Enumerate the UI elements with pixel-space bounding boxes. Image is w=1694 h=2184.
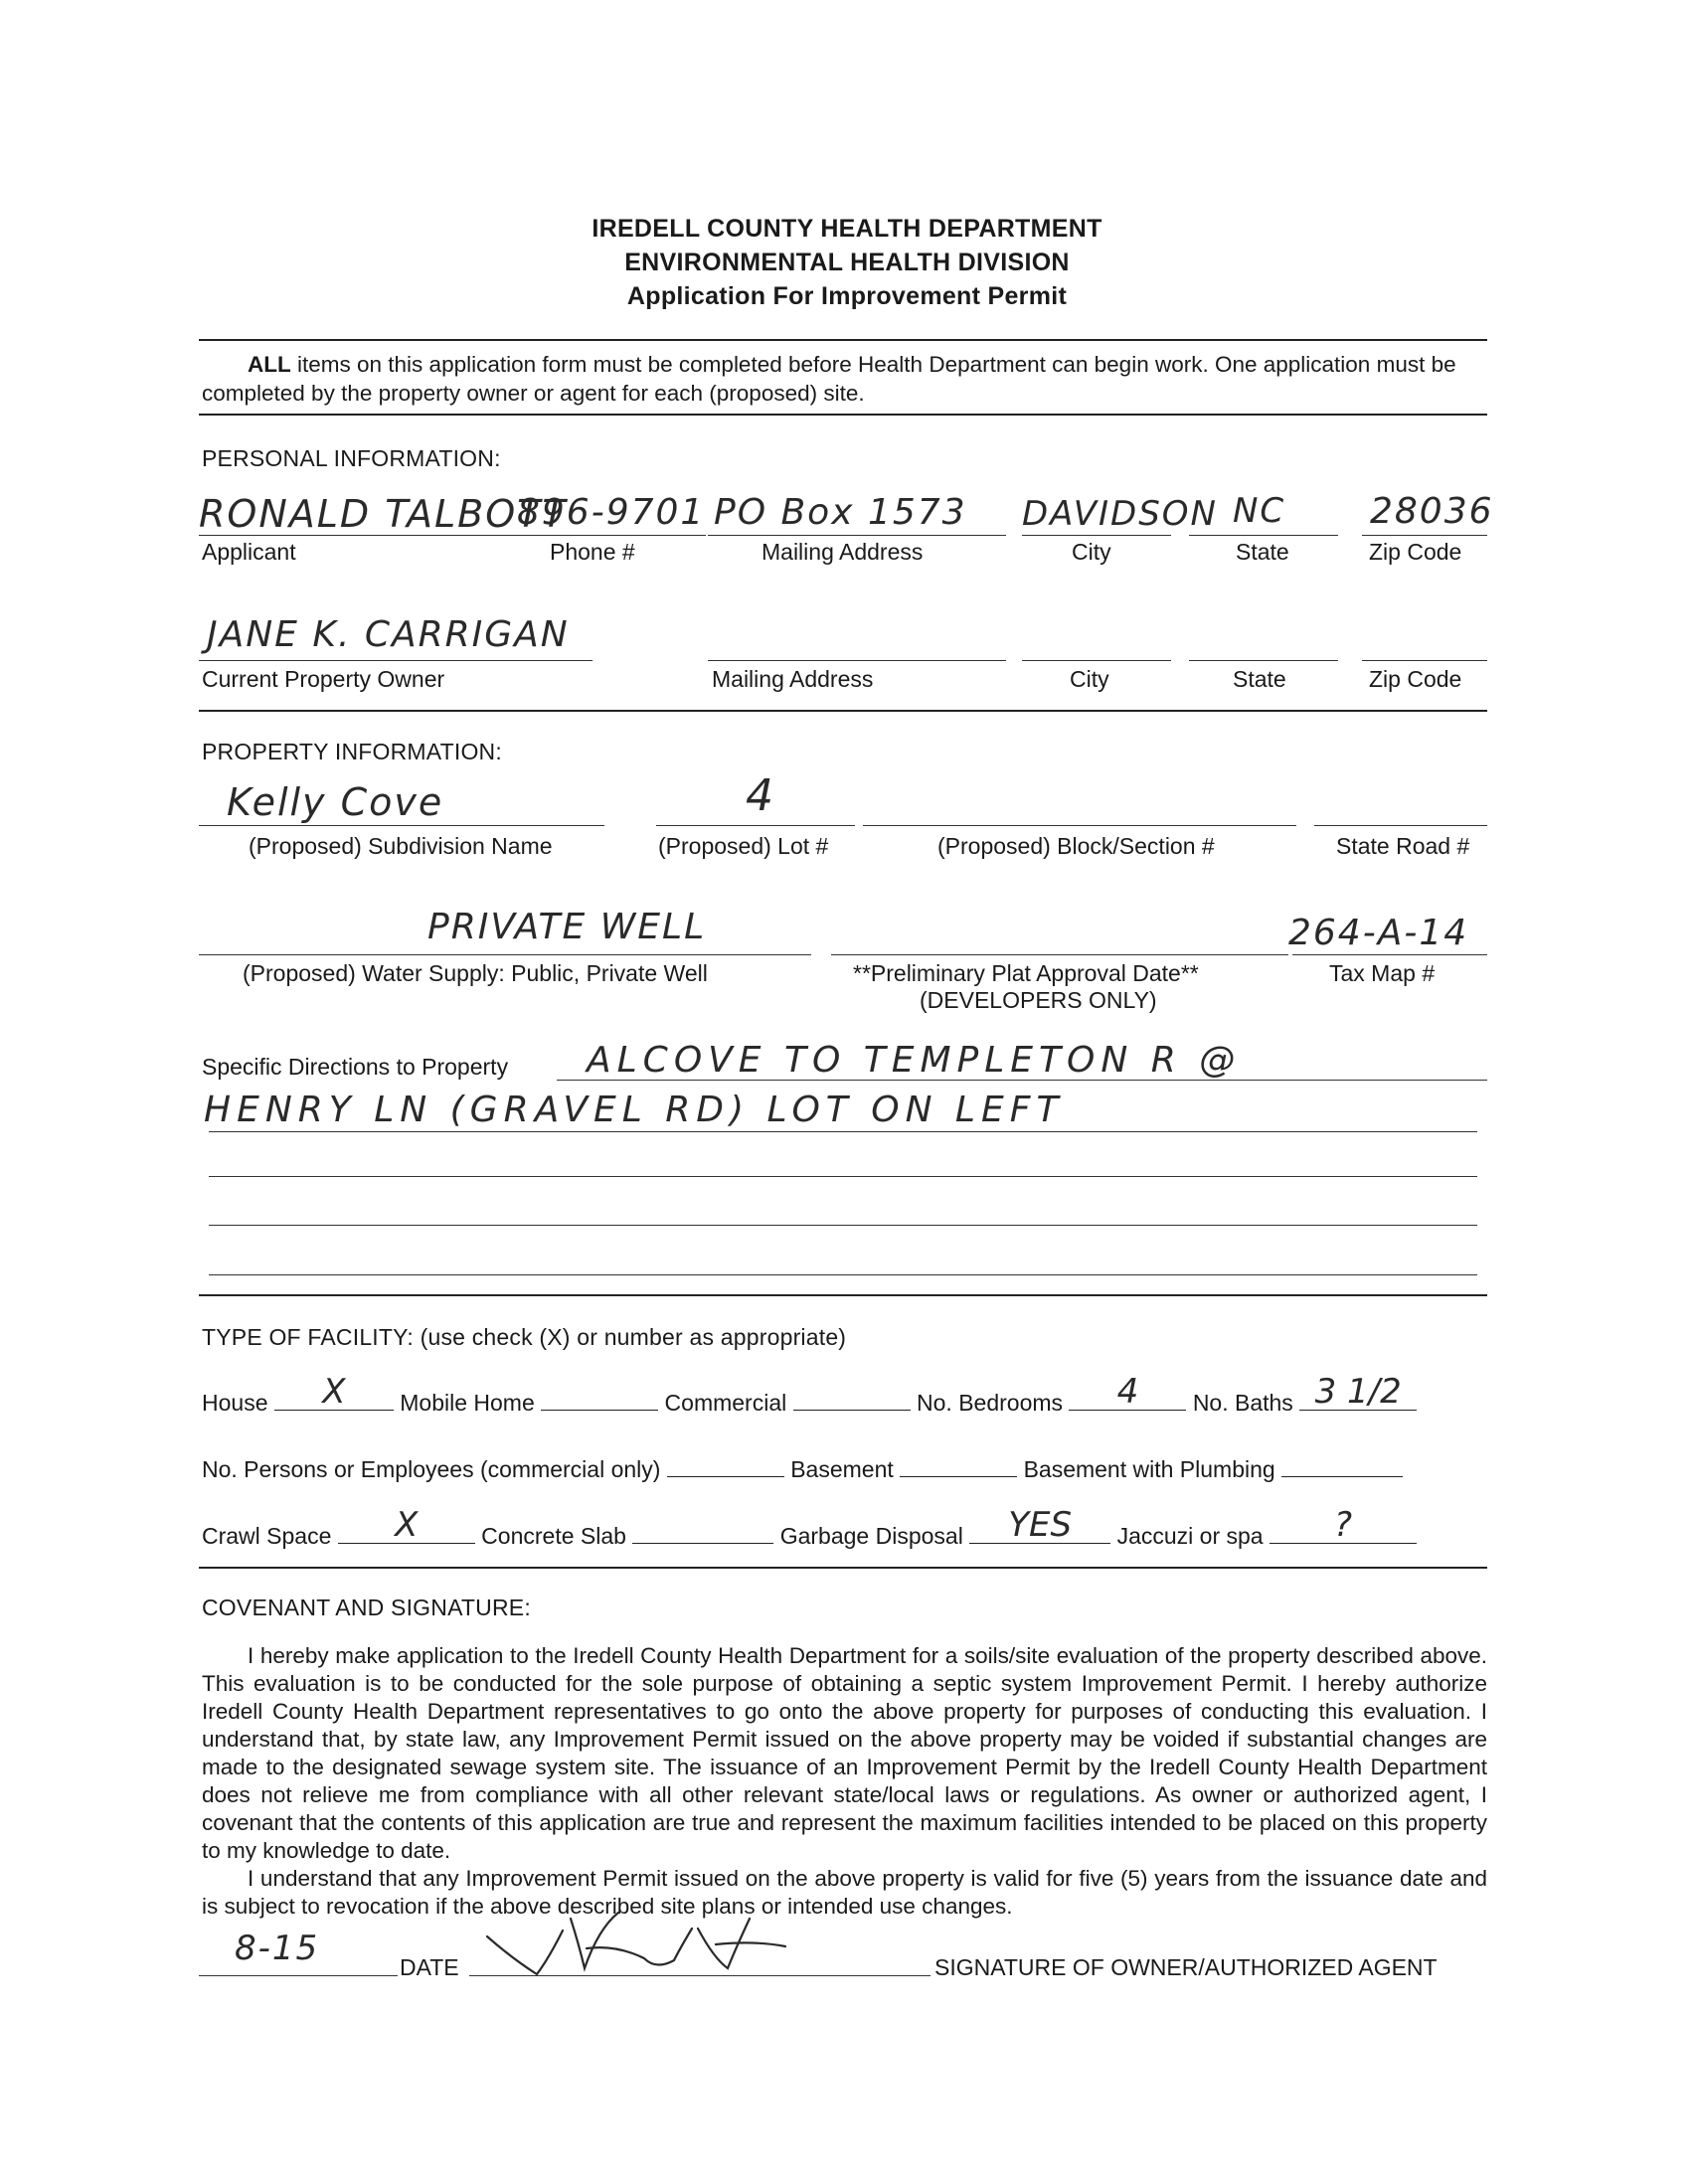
- directions-label: Specific Directions to Property: [202, 1054, 509, 1080]
- road-label: State Road #: [1336, 833, 1470, 859]
- zip-value[interactable]: 28036: [1370, 491, 1494, 532]
- subdivision-label: (Proposed) Subdivision Name: [249, 833, 553, 859]
- personal-divider: [199, 710, 1487, 712]
- baths-field[interactable]: 3 1/2: [1299, 1392, 1417, 1411]
- block-line: [863, 825, 1296, 826]
- date-value[interactable]: 8-15: [235, 1929, 320, 1968]
- taxmap-line: [1292, 954, 1487, 955]
- basement-label: Basement: [790, 1456, 894, 1482]
- crawl-label: Crawl Space: [202, 1523, 332, 1549]
- owner-value[interactable]: JANE K. CARRIGAN: [207, 614, 570, 655]
- owner-mailing-line: [708, 660, 1006, 661]
- owner-line: [199, 660, 593, 661]
- facility-row-3: [202, 1505, 1487, 1550]
- jacuzzi-label: Jaccuzi or spa: [1116, 1523, 1264, 1549]
- division-title: ENVIRONMENTAL HEALTH DIVISION: [624, 249, 1070, 276]
- baths-label: No. Baths: [1192, 1390, 1293, 1416]
- city-line: [1022, 535, 1171, 536]
- directions-line-3: [209, 1176, 1477, 1177]
- taxmap-label: Tax Map #: [1329, 960, 1436, 986]
- mobile-label: Mobile Home: [400, 1390, 535, 1416]
- date-label: DATE: [400, 1954, 459, 1980]
- state-value[interactable]: NC: [1233, 491, 1286, 531]
- taxmap-value[interactable]: 264-A-14: [1288, 913, 1469, 953]
- applicant-value[interactable]: RONALD TALBOTT: [199, 492, 568, 536]
- mailing-line: [708, 535, 1006, 536]
- directions-line-5: [209, 1274, 1477, 1275]
- commercial-label: Commercial: [664, 1390, 787, 1416]
- slab-field[interactable]: [632, 1525, 773, 1544]
- plat-line: [831, 954, 1288, 955]
- persons-label: No. Persons or Employees (commercial only): [202, 1456, 661, 1482]
- basement-plumbing-field[interactable]: [1281, 1458, 1403, 1477]
- directions-value-line1[interactable]: ALCOVE TO TEMPLETON R @: [587, 1040, 1242, 1081]
- header-divider: [199, 339, 1487, 341]
- garbage-label: Garbage Disposal: [779, 1523, 963, 1549]
- owner-zip-line: [1362, 660, 1487, 661]
- department-title: IREDELL COUNTY HEALTH DEPARTMENT: [592, 215, 1102, 243]
- water-line: [199, 954, 811, 955]
- lot-label: (Proposed) Lot #: [658, 833, 829, 859]
- owner-state-label: State: [1233, 666, 1286, 692]
- date-line: [199, 1975, 398, 1976]
- owner-city-label: City: [1070, 666, 1109, 692]
- city-value[interactable]: DAVIDSON: [1022, 494, 1218, 534]
- property-divider: [199, 1294, 1487, 1296]
- road-line: [1314, 825, 1487, 826]
- intro-text: ALL items on this application form must be completed before Health Department can begin work. One application must be completed by the property owner or agent for each (proposed) site.: [202, 352, 1456, 406]
- state-label: State: [1236, 539, 1289, 565]
- subdivision-value[interactable]: Kelly Cove: [227, 780, 444, 824]
- lot-value[interactable]: 4: [746, 770, 775, 821]
- phone-value[interactable]: 896-9701: [517, 492, 706, 533]
- commercial-field[interactable]: [793, 1392, 911, 1411]
- bedrooms-label: No. Bedrooms: [917, 1390, 1064, 1416]
- owner-signature[interactable]: [467, 1889, 825, 1978]
- basement-field[interactable]: [900, 1458, 1017, 1477]
- facility-heading: TYPE OF FACILITY: (use check (X) or number as appropriate): [202, 1324, 847, 1350]
- mailing-label: Mailing Address: [762, 539, 924, 565]
- applicant-label: Applicant: [202, 539, 296, 565]
- covenant-paragraph-2: I understand that any Improvement Permit issued on the above property is valid for five (5) years from the issuance date and is subject to revocation if the above described site plans or intended use changes.: [202, 1866, 1487, 1919]
- facility-row-1: [202, 1372, 1487, 1417]
- directions-line-1: [557, 1080, 1487, 1081]
- form-title: Application For Improvement Permit: [626, 282, 1068, 310]
- house-field[interactable]: X: [274, 1392, 394, 1411]
- facility-divider: [199, 1567, 1487, 1569]
- zip-label: Zip Code: [1369, 539, 1462, 565]
- basement-plumbing-label: Basement with Plumbing: [1023, 1456, 1275, 1482]
- covenant-text: [202, 1642, 1487, 1921]
- covenant-paragraph-1: I hereby make application to the Iredell County Health Department for a soils/site evaluation of the property described above. This evaluation is to be conducted for the sole purpose of obtaining a septic system Improvement Permit. I hereby authorize Iredell County Health Department representatives to go onto the above property for purposes of conducting this evaluation. I understand that, by state law, any Improvement Permit issued on the above property may be voided if substantial changes are made to the designated sewage system site. The issuance of an Improvement Permit by the Iredell County Health Department does not relieve me from compliance with all other relevant state/local laws or regulations. As owner or authorized agent, I covenant that the contents of this application are true and represent the maximum facilities intended to be placed on this property to my knowledge to date.: [202, 1643, 1487, 1863]
- owner-mailing-label: Mailing Address: [712, 666, 874, 692]
- mobile-field[interactable]: [541, 1392, 658, 1411]
- city-label: City: [1072, 539, 1111, 565]
- applicant-line: [199, 535, 527, 536]
- signature-label: SIGNATURE OF OWNER/AUTHORIZED AGENT: [934, 1954, 1438, 1980]
- phone-label: Phone #: [550, 539, 635, 565]
- block-label: (Proposed) Block/Section #: [937, 833, 1215, 859]
- personal-info-heading: PERSONAL INFORMATION:: [202, 445, 501, 471]
- facility-row-2: [202, 1456, 1487, 1483]
- house-label: House: [202, 1390, 268, 1416]
- subdivision-line: [199, 825, 604, 826]
- directions-line-4: [209, 1225, 1477, 1226]
- owner-label: Current Property Owner: [202, 666, 445, 692]
- plat-label: **Preliminary Plat Approval Date**: [853, 960, 1199, 986]
- phone-line: [517, 535, 706, 536]
- bedrooms-field[interactable]: 4: [1069, 1392, 1186, 1411]
- water-label: (Proposed) Water Supply: Public, Private Well: [243, 960, 708, 986]
- jacuzzi-field[interactable]: ?: [1270, 1525, 1417, 1544]
- owner-zip-label: Zip Code: [1369, 666, 1462, 692]
- property-info-heading: PROPERTY INFORMATION:: [202, 739, 502, 764]
- water-value[interactable]: PRIVATE WELL: [427, 907, 707, 947]
- owner-state-line: [1189, 660, 1338, 661]
- state-line: [1189, 535, 1338, 536]
- covenant-heading: COVENANT AND SIGNATURE:: [202, 1595, 531, 1620]
- intro-divider: [199, 414, 1487, 416]
- directions-value-line2[interactable]: HENRY LN (GRAVEL RD) LOT ON LEFT: [204, 1090, 1065, 1130]
- lot-line: [656, 825, 855, 826]
- slab-label: Concrete Slab: [481, 1523, 626, 1549]
- garbage-field[interactable]: YES: [969, 1525, 1110, 1544]
- persons-field[interactable]: [667, 1458, 784, 1477]
- plat-sublabel: (DEVELOPERS ONLY): [920, 987, 1157, 1013]
- owner-city-line: [1022, 660, 1171, 661]
- mailing-value[interactable]: PO Box 1573: [714, 492, 967, 533]
- zip-line: [1362, 535, 1487, 536]
- crawl-field[interactable]: X: [338, 1525, 475, 1544]
- directions-line-2: [209, 1131, 1477, 1132]
